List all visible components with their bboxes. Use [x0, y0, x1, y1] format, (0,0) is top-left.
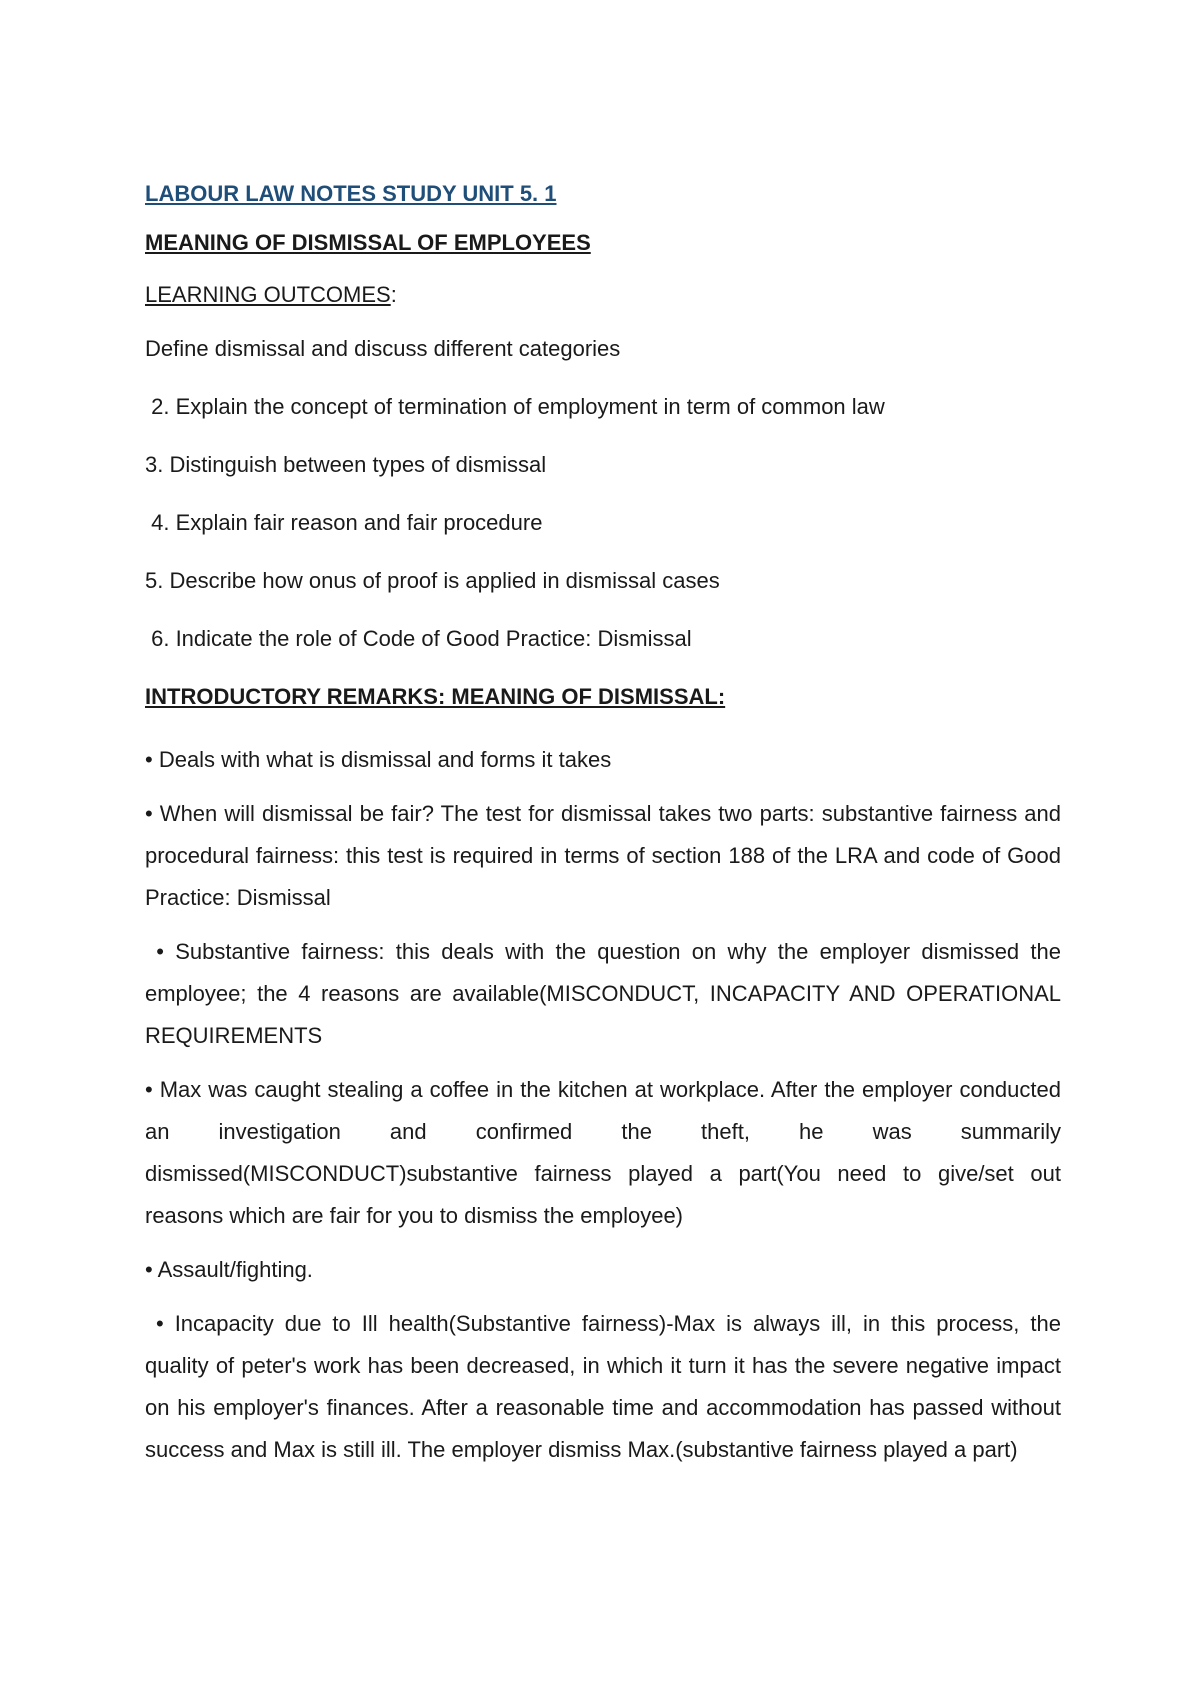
bullet-paragraph: • Deals with what is dismissal and forms it takes: [145, 747, 612, 772]
document-body: [145, 181, 1068, 1483]
learning-outcomes-text: LEARNING OUTCOMES: [145, 282, 391, 307]
bullet-paragraph: • Max was caught stealing a coffee in the kitchen at workplace. After the employer conducted an investigation and confirmed the theft, he was summarily dismissed(MISCONDUCT)substantive fairness played a part(You need to give/set out reasons which are fair for you to dismiss the employee): [145, 1077, 1068, 1228]
learning-outcome-item: 6. Indicate the role of Code of Good Practice: Dismissal: [145, 626, 692, 651]
bullet-paragraph: • Incapacity due to Ill health(Substantive fairness)-Max is always ill, in this process, the quality of peter's work has been decreased, in which it turn it has the severe negative impact on his employer's finances. After a reasonable time and accommodation has passed without success and Max is still ill. The employer dismiss Max.(substantive fairness played a part): [145, 1311, 1068, 1462]
learning-outcome-item: 4. Explain fair reason and fair procedure: [145, 510, 543, 535]
learning-outcomes-label: [145, 283, 1061, 307]
learning-outcome-item: 5. Describe how onus of proof is applied in dismissal cases: [145, 568, 720, 593]
learning-outcomes-colon: :: [390, 282, 397, 307]
learning-outcome-item: 3. Distinguish between types of dismissal: [145, 452, 547, 477]
bullet-paragraph: • Assault/fighting.: [145, 1257, 313, 1282]
learning-outcome-item: 2. Explain the concept of termination of employment in term of common law: [145, 394, 885, 419]
bullet-paragraph: • Substantive fairness: this deals with the question on why the employer dismissed the employee; the 4 reasons are available(MISCONDUCT, INCAPACITY AND OPERATIONAL REQUIREMENTS: [145, 939, 1068, 1048]
section-heading: MEANING OF DISMISSAL OF EMPLOYEES: [145, 230, 591, 255]
document-title: LABOUR LAW NOTES STUDY UNIT 5. 1: [145, 181, 557, 206]
intro-heading: INTRODUCTORY REMARKS: MEANING OF DISMISSAL:: [145, 684, 726, 709]
bullet-paragraph: • When will dismissal be fair? The test for dismissal takes two parts: substantive fairness and procedural fairness: this test is required in terms of section 188 of the LRA and code of Good Practice: Dismissal: [145, 801, 1068, 910]
learning-outcome-item: Define dismissal and discuss different categories: [145, 336, 621, 361]
